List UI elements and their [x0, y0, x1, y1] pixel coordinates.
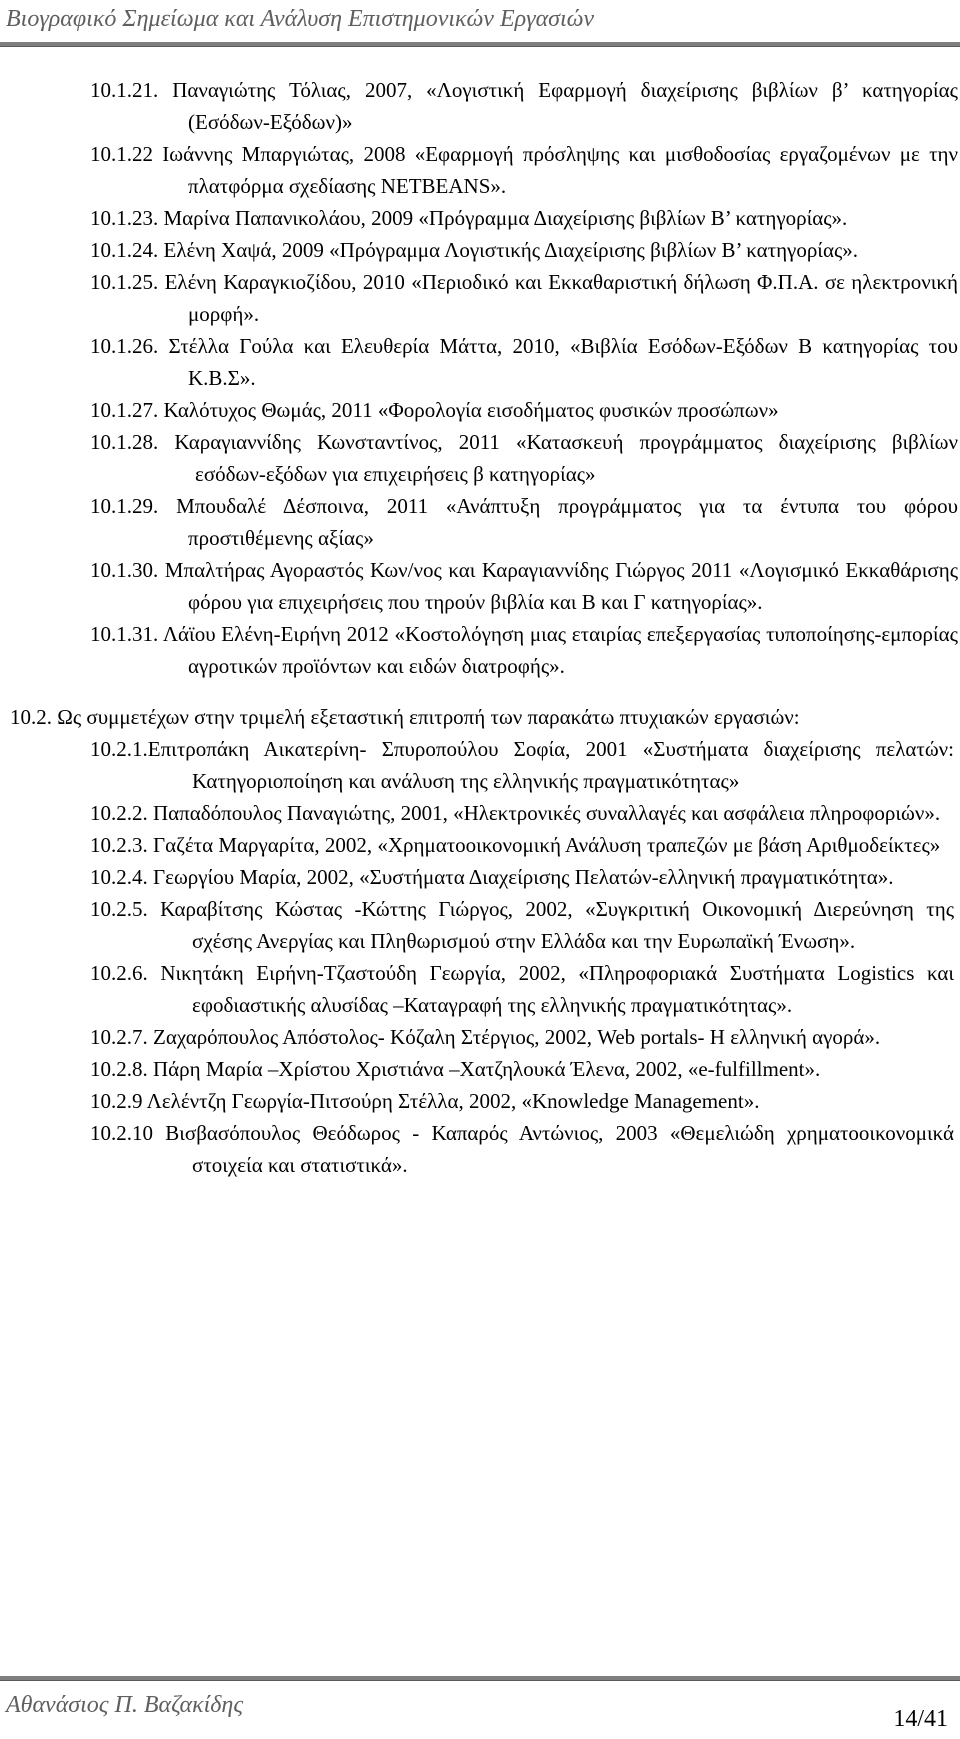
list-item	[0, 1117, 954, 1181]
item-text: Ζαχαρόπουλος Απόστολος- Κόζαλη Στέργιος, 2002, Web portals- Η ελληνική αγορά».	[153, 1025, 881, 1049]
item-number: 10.1.23.	[90, 206, 159, 230]
section-10-1-list	[0, 74, 960, 682]
section-10-2-heading: 10.2. Ως συμμετέχων στην τριμελή εξεταστική επιτροπή των παρακάτω πτυχιακών εργασιών:	[10, 705, 800, 729]
item-number: 10.2.10	[90, 1121, 153, 1145]
item-number: 10.1.31.	[90, 622, 159, 646]
list-item	[0, 618, 960, 682]
item-text: Νικητάκη Ειρήνη-Τζαστούδη Γεωργία, 2002, «Πληροφοριακά Συστήματα Logistics και εφοδιαστικής αλυσίδας –Καταγραφή της ελληνικής πραγματικότητας».	[160, 961, 954, 1017]
page-header	[0, 0, 960, 52]
list-item	[0, 426, 960, 490]
list-item	[0, 957, 954, 1021]
item-text: Ελένη Καραγκιοζίδου, 2010 «Περιοδικό και Εκκαθαριστική δήλωση Φ.Π.Α. σε ηλεκτρονική μορφή».	[164, 270, 958, 326]
footer-author: Αθανάσιος Π. Βαζακίδης	[6, 1692, 244, 1718]
item-number: 10.1.26.	[90, 334, 159, 358]
item-number: 10.1.24.	[90, 238, 159, 262]
item-text: Καλότυχος Θωμάς, 2011 «Φορολογία εισοδήματος φυσικών προσώπων»	[163, 398, 779, 422]
item-text: Γεωργίου Μαρία, 2002, «Συστήματα Διαχείρισης Πελατών-ελληνική πραγματικότητα».	[153, 865, 894, 889]
item-text: Στέλλα Γούλα και Ελευθερία Μάττα, 2010, «Βιβλία Εσόδων-Εξόδων Β κατηγορίας του Κ.Β.Σ».	[168, 334, 959, 390]
item-text: Παπαδόπουλος Παναγιώτης, 2001, «Ηλεκτρονικές συναλλαγές και ασφάλεια πληροφοριών».	[153, 801, 941, 825]
list-item	[0, 234, 960, 266]
item-text: Λελέντζη Γεωργία-Πιτσούρη Στέλλα, 2002, «Knowledge Management».	[146, 1089, 760, 1113]
list-item	[0, 266, 960, 330]
list-item	[0, 1053, 954, 1085]
item-number: 10.2.6.	[90, 961, 148, 985]
item-text: Γαζέτα Μαργαρίτα, 2002, «Χρηματοοικονομική Ανάλυση τραπεζών με βάση Αριθμοδείκτες»	[153, 833, 941, 857]
footer-rule	[0, 1676, 960, 1681]
item-number: 10.1.21.	[90, 78, 159, 102]
list-item	[0, 893, 954, 957]
item-number: 10.2.1.	[90, 737, 148, 761]
item-text: Ελένη Χαψά, 2009 «Πρόγραμμα Λογιστικής Διαχείρισης βιβλίων Β’ κατηγορίας».	[163, 238, 859, 262]
item-number: 10.2.7.	[90, 1025, 148, 1049]
list-item	[0, 202, 960, 234]
list-item	[0, 1085, 954, 1117]
item-number: 10.2.2.	[90, 801, 148, 825]
item-number: 10.1.29.	[90, 494, 159, 518]
item-number: 10.1.22	[90, 142, 153, 166]
item-number: 10.2.3.	[90, 833, 148, 857]
list-item	[0, 330, 960, 394]
item-text: Ιωάννης Μπαργιώτας, 2008 «Εφαρμογή πρόσληψης και μισθοδοσίας εργαζομένων με την πλατφόρμα σχεδίασης NETBEANS».	[162, 142, 958, 198]
item-text: Μπαλτήρας Αγοραστός Κων/νος και Καραγιαννίδης Γιώργος 2011 «Λογισμικό Εκκαθάρισης φόρου για επιχειρήσεις που τηρούν βιβλία και Β και Γ κατηγορίας».	[164, 558, 959, 614]
document-body	[0, 74, 960, 1181]
item-number: 10.1.27.	[90, 398, 159, 422]
item-text: Λάϊου Ελένη-Ειρήνη 2012 «Κοστολόγηση μιας εταιρίας επεξεργασίας τυποποίησης-εμπορίας αγροτικών προϊόντων και ειδών διατροφής».	[162, 622, 958, 678]
list-item	[0, 74, 960, 138]
list-item	[0, 861, 954, 893]
item-number: 10.1.25.	[90, 270, 159, 294]
list-item	[0, 797, 954, 829]
list-item	[0, 554, 960, 618]
page-number: 14/41	[893, 1706, 948, 1732]
item-number: 10.2.4.	[90, 865, 148, 889]
page-footer	[0, 1676, 960, 1739]
item-text: Μαρίνα Παπανικολάου, 2009 «Πρόγραμμα Διαχείρισης βιβλίων Β’ κατηγορίας».	[163, 206, 848, 230]
item-number: 10.2.8.	[90, 1057, 148, 1081]
list-item	[0, 138, 960, 202]
item-text: Καραβίτσης Κώστας -Κώττης Γιώργος, 2002, «Συγκριτική Οικονομική Διερεύνηση της σχέσης Ανεργίας και Πληθωρισμού στην Ελλάδα και την Ευρωπαϊκή Ένωση».	[160, 897, 955, 953]
item-text: Καραγιαννίδης Κωνσταντίνος, 2011 «Κατασκευή προγράμματος διαχείρισης βιβλίων εσόδων-εξόδων για επιχειρήσεις β κατηγορίας»	[174, 430, 958, 486]
item-number: 10.1.30.	[90, 558, 159, 582]
item-text: Πάρη Μαρία –Χρίστου Χριστιάνα –Χατζηλουκά Έλενα, 2002, «e-fulfillment».	[153, 1057, 821, 1081]
item-number: 10.1.28.	[90, 430, 159, 454]
header-title: Βιογραφικό Σημείωμα και Ανάλυση Επιστημονικών Εργασιών	[6, 6, 595, 32]
item-text: Βισβασόπουλος Θεόδωρος - Καπαρός Αντώνιος, 2003 «Θεμελιώδη χρηματοοικονομικά στοιχεία και στατιστικά».	[165, 1121, 955, 1177]
list-item	[0, 733, 954, 797]
section-10-2-list	[0, 733, 960, 1181]
item-text: Μπουδαλέ Δέσποινα, 2011 «Ανάπτυξη προγράμματος για τα έντυπα του φόρου προστιθέμενης αξίας»	[176, 494, 959, 550]
list-item	[0, 829, 954, 861]
list-item	[0, 394, 960, 426]
list-item	[0, 1021, 954, 1053]
item-text: Επιτροπάκη Αικατερίνη- Σπυροπούλου Σοφία, 2001 «Συστήματα διαχείρισης πελατών: Κατηγοριοποίηση και ανάλυση της ελληνικής πραγματικότητας»	[147, 737, 954, 793]
item-number: 10.2.9	[90, 1089, 143, 1113]
item-text: Παναγιώτης Τόλιας, 2007, «Λογιστική Εφαρμογή διαχείρισης βιβλίων β’ κατηγορίας (Εσόδων-Εξόδων)»	[172, 78, 958, 134]
header-rule	[0, 42, 960, 47]
list-item	[0, 490, 960, 554]
item-number: 10.2.5.	[90, 897, 148, 921]
